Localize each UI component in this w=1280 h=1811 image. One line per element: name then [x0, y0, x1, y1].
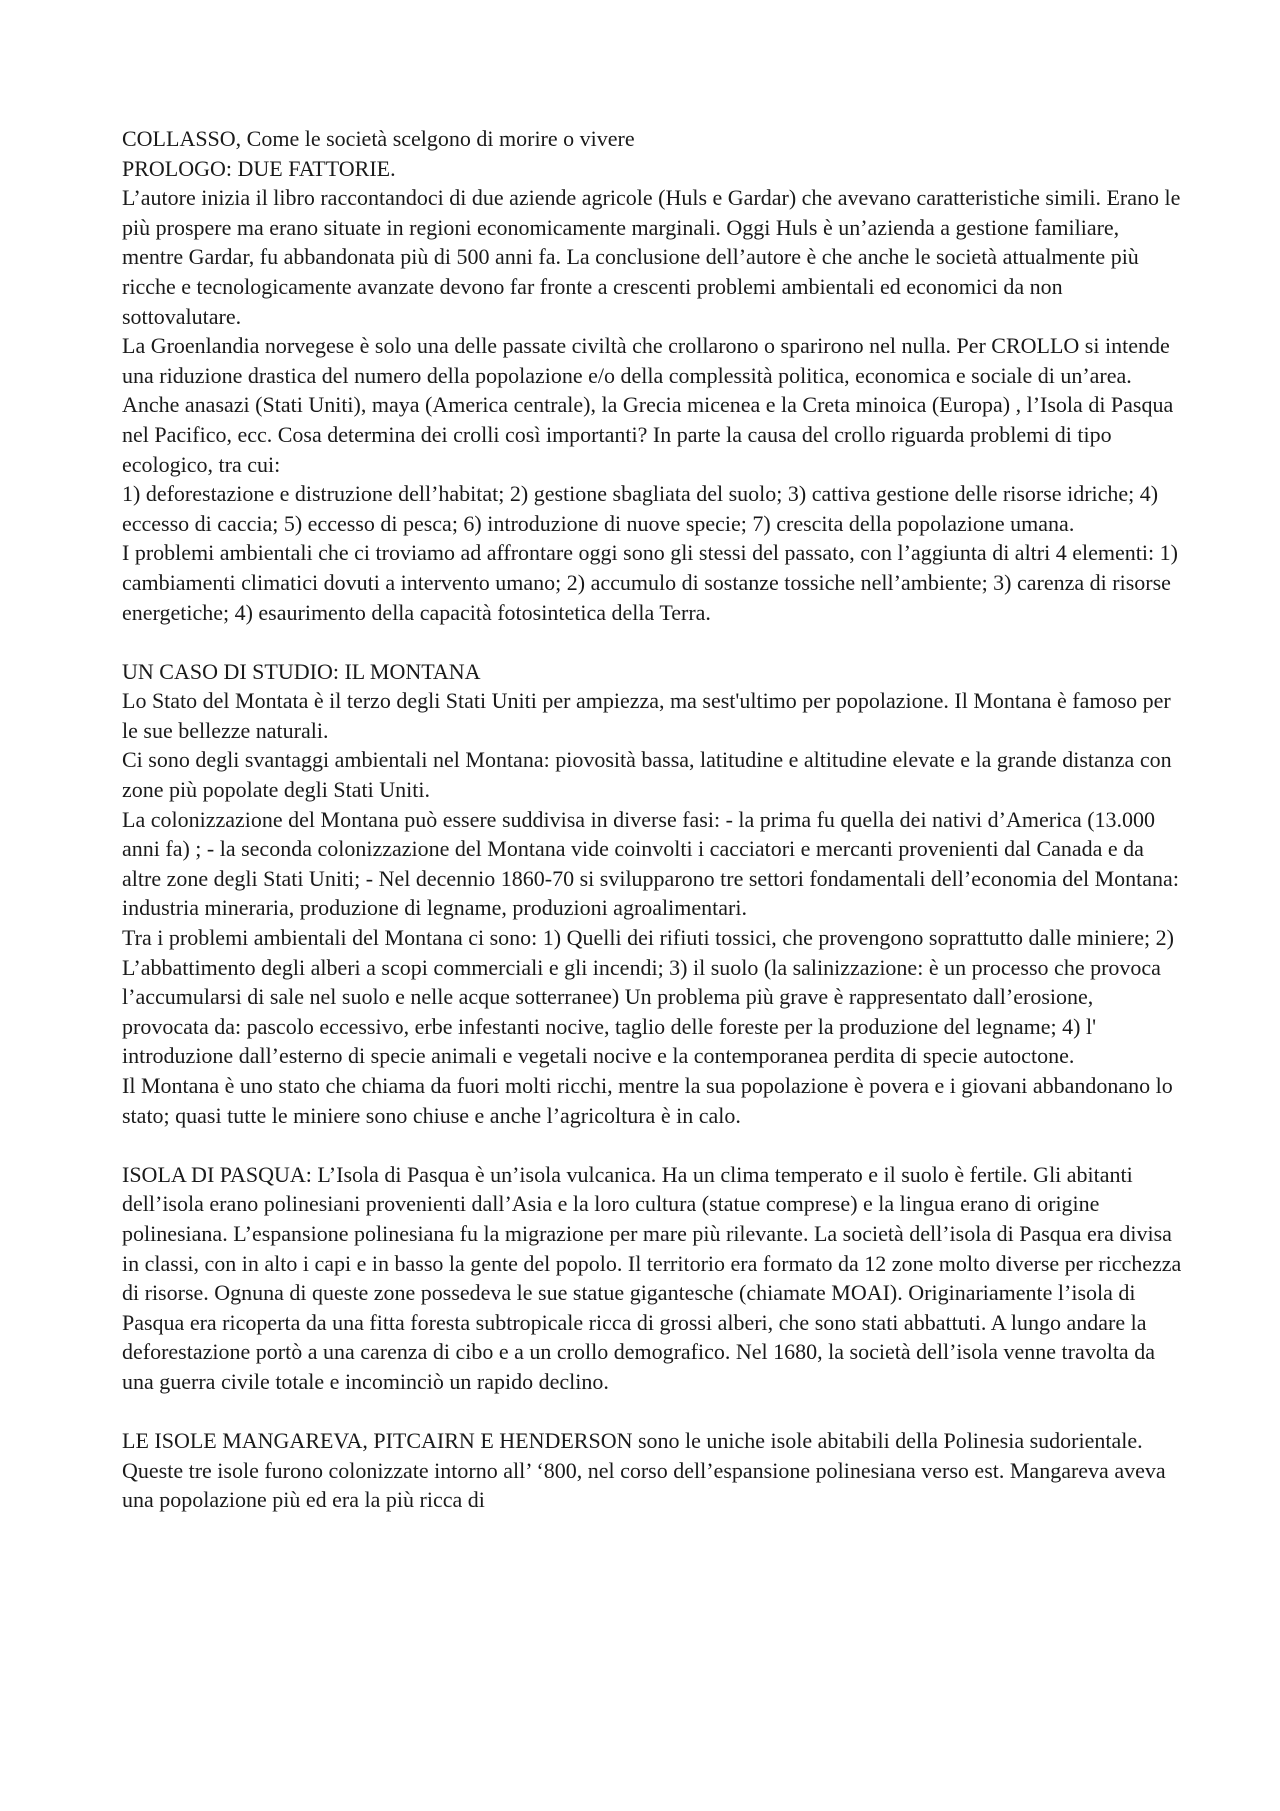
- paragraph-spacer: [122, 627, 1182, 657]
- paragraph-spacer: [122, 1397, 1182, 1427]
- montana-paragraph-1: Lo Stato del Montata è il terzo degli Stati Uniti per ampiezza, ma sest'ultimo per popolazione. Il Montana è famoso per le sue bellezze naturali.: [122, 688, 1171, 743]
- montana-paragraph-4: Tra i problemi ambientali del Montana ci sono: 1) Quelli dei rifiuti tossici, che provengono soprattutto dalle miniere; 2) L’abbattimento degli alberi a scopi commerciali e gli incendi; 3) il suolo (la salinizzazione: è un processo che provoca l’accumularsi di sale nel suolo e nelle acque sotterranee) Un problema più grave è rappresentato dall’erosione, provocata da: pascolo eccessivo, erbe infestanti nocive, taglio delle foreste per la produzione del legname; 4) l' introduzione dall’esterno di specie animali e vegetali nocive e la contemporanea perdita di specie autoctone.: [122, 925, 1174, 1069]
- montana-paragraph-2: Ci sono degli svantaggi ambientali nel Montana: piovosità bassa, latitudine e altitudine elevate e la grande distanza con zone più popolate degli Stati Uniti.: [122, 747, 1172, 803]
- prologue-paragraph-3: 1) deforestazione e distruzione dell’habitat; 2) gestione sbagliata del suolo; 3) cattiva gestione delle risorse idriche; 4) eccesso di caccia; 5) eccesso di pesca; 6) introduzione di nuove specie; 7) crescita della popolazione umana.: [122, 481, 1159, 536]
- montana-paragraph-5: Il Montana è uno stato che chiama da fuori molti ricchi, mentre la sua popolazione è povera e i giovani abbandonano lo stato; quasi tutte le miniere sono chiuse e anche l’agricoltura è in calo.: [122, 1073, 1173, 1128]
- montana-heading: UN CASO DI STUDIO: IL MONTANA: [122, 658, 481, 684]
- pasqua-paragraph: ISOLA DI PASQUA: L’Isola di Pasqua è un’isola vulcanica. Ha un clima temperato e il suolo è fertile. Gli abitanti dell’isola erano polinesiani provenienti dall’Asia e la loro cultura (statue comprese) e la lingua erano di origine polinesiana. L’espansione polinesiana fu la migrazione per mare più rilevante. La società dell’isola di Pasqua era divisa in classi, con in alto i capi e in basso la gente del popolo. Il territorio era formato da 12 zone molto diverse per ricchezza di risorse. Ognuna di queste zone possedeva le sue statue gigantesche (chiamate MOAI). Originariamente l’isola di Pasqua era ricoperta da una fitta foresta subtropicale ricca di grossi alberi, che sono stati abbattuti. A lungo andare la deforestazione portò a una carenza di cibo e a un crollo demografico. Nel 1680, la società dell’isola venne travolta da una guerra civile totale e incominciò un rapido declino.: [122, 1161, 1182, 1394]
- prologue-paragraph-1: L’autore inizia il libro raccontandoci di due aziende agricole (Huls e Gardar) che avevano caratteristiche simili. Erano le più prospere ma erano situate in regioni economicamente marginali. Oggi Huls è un’azienda a gestione familiare, mentre Gardar, fu abbandonata più di 500 anni fa. La conclusione dell’autore è che anche le società attualmente più ricche e tecnologicamente avanzate devono far fronte a crescenti problemi ambientali ed economici da non sottovalutare.: [122, 185, 1181, 329]
- prologue-paragraph-4: I problemi ambientali che ci troviamo ad affrontare oggi sono gli stessi del passato, con l’aggiunta di altri 4 elementi: 1) cambiamenti climatici dovuti a intervento umano; 2) accumulo di sostanze tossiche nell’ambiente; 3) carenza di risorse energetiche; 4) esaurimento della capacità fotosintetica della Terra.: [122, 540, 1178, 625]
- document-body: [122, 124, 1182, 1515]
- montana-paragraph-3: La colonizzazione del Montana può essere suddivisa in diverse fasi: - la prima fu quella dei nativi d’America (13.000 anni fa) ; - la seconda colonizzazione del Montana vide coinvolti i cacciatori e mercanti provenienti dal Canada e da altre zone degli Stati Uniti; - Nel decennio 1860-70 si svilupparono tre settori fondamentali dell’economia del Montana: industria mineraria, produzione di legname, produzioni agroalimentari.: [122, 806, 1179, 921]
- paragraph-spacer: [122, 1130, 1182, 1160]
- prologue-paragraph-2: La Groenlandia norvegese è solo una delle passate civiltà che crollarono o sparirono nel nulla. Per CROLLO si intende una riduzione drastica del numero della popolazione e/o della complessità politica, economica e sociale di un’area. Anche anasazi (Stati Uniti), maya (America centrale), la Grecia micenea e la Creta minoica (Europa) , l’Isola di Pasqua nel Pacifico, ecc. Cosa determina dei crolli così importanti? In parte la causa del crollo riguarda problemi di tipo ecologico, tra cui:: [122, 333, 1174, 477]
- document-title: COLLASSO, Come le società scelgono di morire o vivere: [122, 126, 635, 151]
- prologue-heading: PROLOGO: DUE FATTORIE.: [122, 155, 396, 181]
- mangareva-paragraph: LE ISOLE MANGAREVA, PITCAIRN E HENDERSON sono le uniche isole abitabili della Polinesia sudorientale. Queste tre isole furono colonizzate intorno all’ ‘800, nel corso dell’espansione polinesiana verso est. Mangareva aveva una popolazione più ed era la più ricca di: [122, 1428, 1166, 1513]
